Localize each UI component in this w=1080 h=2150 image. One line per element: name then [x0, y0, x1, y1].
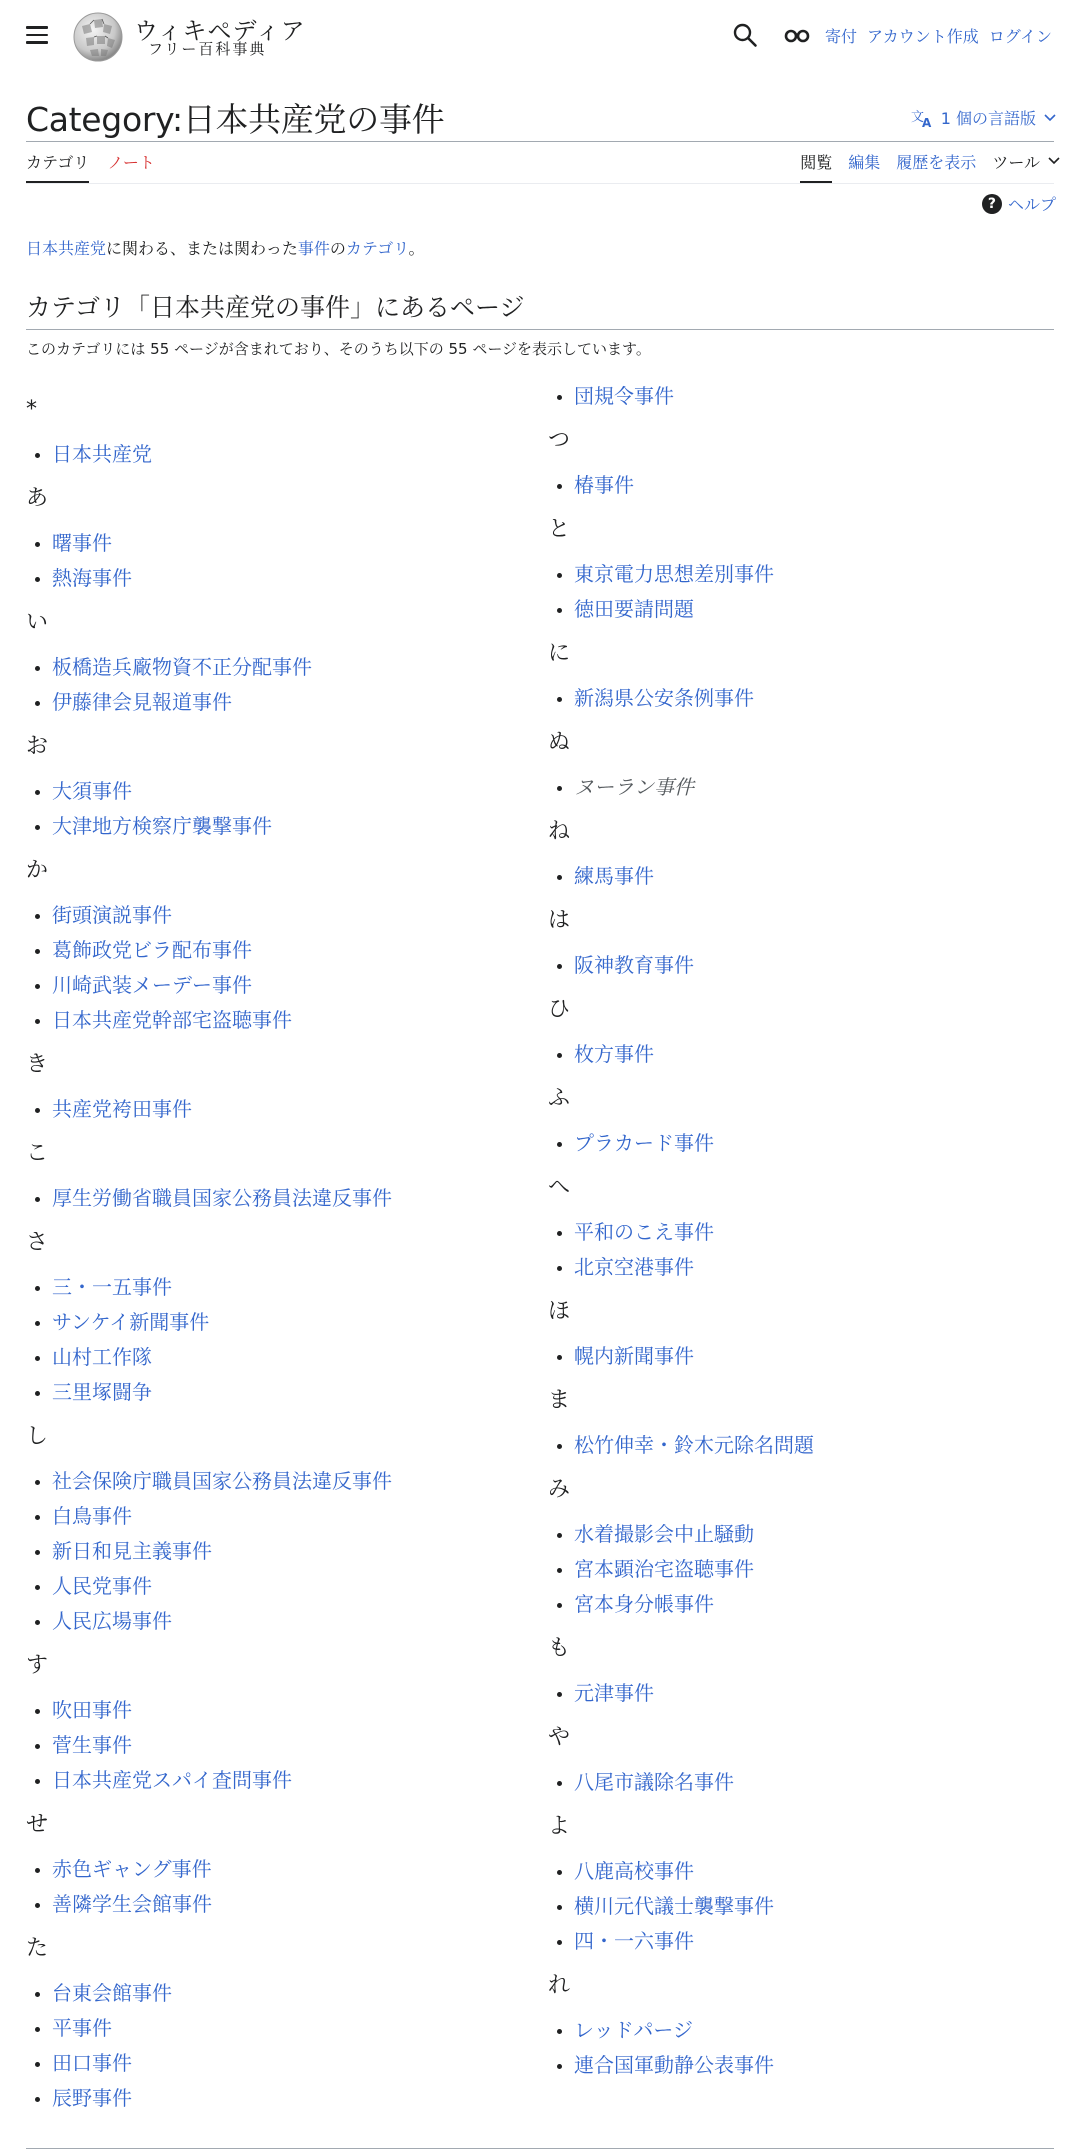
page-link[interactable]: 人民党事件 [52, 1574, 152, 1598]
page-link[interactable]: 平事件 [52, 2016, 112, 2040]
page-list [26, 1976, 526, 2116]
page-link[interactable]: 枚方事件 [574, 1042, 654, 1066]
page-link[interactable]: 新日和見主義事件 [52, 1539, 212, 1563]
page-link[interactable]: 四・一六事件 [574, 1929, 694, 1953]
letter-heading: よ [548, 1814, 571, 1839]
list-item [548, 1250, 1048, 1285]
letter-heading: ま [548, 1388, 571, 1413]
page-list [548, 859, 1048, 894]
letter-group [548, 1634, 1048, 1711]
redirect-page-entry[interactable]: ヌーラン事件 [574, 775, 694, 799]
category-description [26, 236, 424, 259]
letter-heading: こ [26, 1141, 49, 1166]
page-link[interactable]: 八鹿高校事件 [574, 1859, 694, 1883]
create-account-link[interactable]: アカウント作成 [866, 27, 979, 46]
page-list [26, 1181, 526, 1216]
letter-heading: や [548, 1725, 571, 1750]
namespace-tabs [26, 150, 155, 183]
list-item [26, 968, 526, 1003]
intro-link-jcp[interactable]: 日本共産党 [26, 239, 107, 258]
list-item [548, 1552, 1048, 1587]
page-list [548, 1428, 1048, 1463]
list-item [26, 1375, 526, 1410]
letter-heading: と [548, 517, 571, 542]
intro-text: 。 [408, 239, 425, 258]
letter-heading: あ [26, 486, 49, 511]
letter-group [26, 1422, 526, 1639]
letter-group [548, 906, 1048, 983]
page-link[interactable]: 連合国軍動静公表事件 [574, 2053, 774, 2077]
page-link[interactable]: 台東会館事件 [52, 1981, 172, 2005]
page-link[interactable]: 宮本身分帳事件 [574, 1592, 714, 1616]
pages-section-heading: カテゴリ「日本共産党の事件」にあるページ [26, 293, 525, 322]
list-item [548, 468, 1048, 503]
list-item [548, 948, 1048, 983]
list-item [548, 1428, 1048, 1463]
page-list [548, 1126, 1048, 1161]
category-list-left [26, 395, 526, 2128]
intro-link-category[interactable]: カテゴリ [345, 239, 409, 258]
page-list [548, 1037, 1048, 1072]
list-item [548, 1854, 1048, 1889]
letter-group [26, 856, 526, 1038]
list-item [26, 2011, 526, 2046]
page-list [548, 1517, 1048, 1622]
language-button-label: 1 個の言語版 [940, 109, 1036, 128]
chevron-down-icon [1044, 114, 1056, 122]
page-link[interactable]: 吹田事件 [52, 1698, 132, 1722]
list-item [548, 770, 1048, 805]
letter-group [26, 732, 526, 844]
letter-group [26, 1050, 526, 1127]
letter-group [26, 1228, 526, 1410]
list-item [26, 1728, 526, 1763]
page-list [26, 1693, 526, 1798]
login-link[interactable]: ログイン [988, 27, 1052, 46]
letter-heading: * [26, 397, 37, 422]
letter-heading: へ [548, 1175, 571, 1200]
list-item [26, 1340, 526, 1375]
page-list [548, 557, 1048, 627]
page-title: Category:日本共産党の事件 [26, 100, 445, 139]
letter-heading: か [26, 858, 49, 883]
letter-group [548, 817, 1048, 894]
page-link[interactable]: 社会保険庁職員国家公務員法違反事件 [52, 1469, 392, 1493]
page-count-text: このカテゴリには 55 ページが含まれており、そのうち以下の 55 ページを表示しています。 [26, 340, 651, 358]
page-link[interactable]: 平和のこえ事件 [574, 1220, 714, 1244]
page-link[interactable]: 日本共産党スパイ査問事件 [52, 1768, 292, 1792]
letter-group [26, 1651, 526, 1798]
wikipedia-globe-logo[interactable] [70, 10, 126, 62]
letter-group [548, 1812, 1048, 1959]
help-icon: ? [982, 194, 1002, 214]
page-link[interactable]: 松竹伸幸・鈴木元除名問題 [574, 1433, 814, 1457]
list-item [26, 933, 526, 968]
page-link[interactable]: 日本共産党 [52, 442, 152, 466]
list-item [548, 1676, 1048, 1711]
page-link[interactable]: 板橋造兵廠物資不正分配事件 [52, 655, 312, 679]
page-link[interactable]: 水着撮影会中止騒動 [574, 1522, 754, 1546]
letter-group [548, 995, 1048, 1072]
list-item [26, 1852, 526, 1887]
site-header [0, 0, 1080, 70]
letter-group [548, 1723, 1048, 1800]
page-list [548, 770, 1048, 805]
letter-group [26, 608, 526, 720]
tab-read[interactable]: 閲覧 [800, 150, 832, 183]
list-item [26, 1693, 526, 1728]
letter-heading: ほ [548, 1299, 571, 1324]
page-list [548, 1765, 1048, 1800]
letter-group [26, 395, 526, 472]
list-item [26, 1092, 526, 1127]
list-item [26, 1976, 526, 2011]
page-link[interactable]: 八尾市議除名事件 [574, 1770, 734, 1794]
letter-heading: れ [548, 1973, 571, 1998]
letter-group [548, 1297, 1048, 1374]
letter-group [548, 1386, 1048, 1463]
letter-group [548, 1084, 1048, 1161]
letter-heading: ね [548, 819, 571, 844]
view-tabs [800, 150, 1060, 183]
page-link[interactable]: 阪神教育事件 [574, 953, 694, 977]
list-item [26, 809, 526, 844]
list-item [548, 1126, 1048, 1161]
category-list-right [548, 379, 1048, 2095]
intro-text: の [329, 239, 346, 258]
page-link[interactable]: 辰野事件 [52, 2086, 132, 2110]
letter-heading: す [26, 1653, 49, 1678]
page-link[interactable]: 北京空港事件 [574, 1255, 694, 1279]
page-link[interactable]: 曙事件 [52, 531, 112, 555]
title-divider [26, 141, 1054, 142]
letter-heading: き [26, 1052, 49, 1077]
letter-group [26, 1139, 526, 1216]
list-item [26, 526, 526, 561]
page-link[interactable]: 練馬事件 [574, 864, 654, 888]
list-item [548, 1517, 1048, 1552]
list-item [548, 1037, 1048, 1072]
page-link[interactable]: 大津地方検察庁襲撃事件 [52, 814, 272, 838]
page-link[interactable]: 徳田要請問題 [574, 597, 694, 621]
page-link[interactable]: 葛飾政党ビラ配布事件 [52, 938, 252, 962]
page-list [26, 650, 526, 720]
list-item [548, 1587, 1048, 1622]
chevron-down-icon [1048, 157, 1060, 165]
page-list [548, 468, 1048, 503]
page-link[interactable]: 横川元代議士襲撃事件 [574, 1894, 774, 1918]
list-item [26, 1604, 526, 1639]
letter-heading: ぬ [548, 730, 571, 755]
page-list [26, 898, 526, 1038]
help-link[interactable] [982, 192, 1056, 215]
page-list [548, 2013, 1048, 2083]
page-link[interactable]: 赤色ギャング事件 [52, 1857, 212, 1881]
list-item [26, 1464, 526, 1499]
page-link[interactable]: 善隣学生会館事件 [52, 1892, 212, 1916]
letter-group [548, 728, 1048, 805]
content-bottom-divider [26, 2148, 1054, 2149]
page-link[interactable]: 街頭演説事件 [52, 903, 172, 927]
page-link[interactable]: 幌内新聞事件 [574, 1344, 694, 1368]
page-list [548, 1339, 1048, 1374]
list-item [26, 1305, 526, 1340]
site-tagline: フリー百科事典 [148, 40, 267, 58]
list-item [26, 1181, 526, 1216]
list-item [26, 1534, 526, 1569]
page-link[interactable]: 大須事件 [52, 779, 132, 803]
list-item [548, 681, 1048, 716]
tab-category[interactable]: カテゴリ [26, 150, 89, 183]
donate-link[interactable]: 寄付 [824, 27, 857, 46]
personal-tools [825, 24, 1052, 47]
list-item [26, 685, 526, 720]
tab-talk[interactable]: ノート [107, 153, 155, 172]
letter-group [548, 639, 1048, 716]
list-item [548, 557, 1048, 592]
list-item [26, 1569, 526, 1604]
page-list [26, 526, 526, 596]
letter-group [548, 515, 1048, 627]
page-link[interactable]: 椿事件 [574, 473, 634, 497]
letter-heading: つ [548, 428, 571, 453]
page-link[interactable]: 厚生労働省職員国家公務員法違反事件 [52, 1186, 392, 1210]
page-link[interactable]: 日本共産党幹部宅盗聴事件 [52, 1008, 292, 1032]
letter-heading: た [26, 1936, 49, 1961]
page-list [548, 1215, 1048, 1285]
letter-heading: も [548, 1636, 571, 1661]
list-item [548, 1339, 1048, 1374]
site-wordmark[interactable]: ウィキペディア [134, 17, 306, 45]
page-link[interactable]: 菅生事件 [52, 1733, 132, 1757]
page-list [548, 379, 1048, 414]
tab-history[interactable]: 履歴を表示 [896, 153, 977, 172]
svg-text:A: A [921, 115, 932, 128]
list-item [26, 898, 526, 933]
letter-heading: さ [26, 1230, 49, 1255]
page-link[interactable]: サンケイ新聞事件 [52, 1310, 210, 1334]
list-item [26, 650, 526, 685]
letter-group [548, 426, 1048, 503]
page-link[interactable]: 三・一五事件 [52, 1275, 172, 1299]
page-link[interactable]: 東京電力思想差別事件 [574, 562, 774, 586]
page-list [548, 948, 1048, 983]
page-link[interactable]: 人民広場事件 [52, 1609, 172, 1633]
list-item [26, 1003, 526, 1038]
list-item [548, 2048, 1048, 2083]
page-list [26, 437, 526, 472]
page-link[interactable]: 山村工作隊 [52, 1345, 152, 1369]
page-list [548, 1854, 1048, 1959]
language-button[interactable] [911, 106, 1056, 129]
list-item [26, 561, 526, 596]
letter-heading: せ [26, 1812, 49, 1837]
letter-group [26, 484, 526, 596]
list-item [26, 1499, 526, 1534]
letter-heading: し [26, 1424, 49, 1449]
page-list [548, 1676, 1048, 1711]
page-link[interactable]: 団規令事件 [574, 384, 674, 408]
page-link[interactable]: 新潟県公安条例事件 [574, 686, 754, 710]
page-list [26, 1092, 526, 1127]
list-item [548, 859, 1048, 894]
letter-group [26, 1810, 526, 1922]
letter-heading: は [548, 908, 571, 933]
help-label: ヘルプ [1007, 195, 1056, 214]
intro-link-incident[interactable]: 事件 [297, 239, 330, 258]
list-item [26, 1887, 526, 1922]
list-item [548, 1889, 1048, 1924]
page-link[interactable]: 熱海事件 [52, 566, 132, 590]
tools-label: ツール [992, 153, 1040, 172]
page-link[interactable]: 三里塚闘争 [52, 1380, 152, 1404]
letter-heading: お [26, 734, 49, 759]
tools-dropdown[interactable] [992, 150, 1060, 183]
letter-group [548, 1971, 1048, 2083]
list-item [548, 2013, 1048, 2048]
list-item [26, 2081, 526, 2116]
appearance-glasses-icon[interactable] [784, 24, 810, 46]
letter-group [548, 1173, 1048, 1285]
list-item [548, 1215, 1048, 1250]
page-list [548, 681, 1048, 716]
page-link[interactable]: 川崎武装メーデー事件 [52, 973, 252, 997]
page-link[interactable]: 田口事件 [52, 2051, 132, 2075]
intro-text: に関わる、または関わった [106, 239, 298, 258]
letter-heading: み [548, 1477, 571, 1502]
page-link[interactable]: プラカード事件 [574, 1131, 714, 1155]
page-link[interactable]: 元津事件 [574, 1681, 654, 1705]
page-list [26, 1464, 526, 1639]
translate-icon [911, 108, 933, 128]
list-item [548, 379, 1048, 414]
letter-heading: に [548, 641, 571, 666]
letter-heading: ふ [548, 1086, 571, 1111]
list-item [548, 592, 1048, 627]
list-item [26, 437, 526, 472]
page-link[interactable]: 伊藤律会見報道事件 [52, 690, 232, 714]
tabs-divider [26, 183, 1054, 184]
page-link[interactable]: 白鳥事件 [52, 1504, 132, 1528]
main-menu-icon[interactable] [26, 26, 48, 44]
list-item [548, 1924, 1048, 1959]
svg-text:文: 文 [910, 109, 924, 125]
list-item [26, 774, 526, 809]
list-item [26, 2046, 526, 2081]
page-link[interactable]: レッドパージ [574, 2018, 693, 2042]
list-item [548, 1765, 1048, 1800]
list-item [26, 1763, 526, 1798]
letter-group [548, 1475, 1048, 1622]
page-list [26, 1852, 526, 1922]
tab-edit[interactable]: 編集 [848, 153, 881, 172]
page-list [26, 1270, 526, 1410]
list-item [26, 1270, 526, 1305]
page-link[interactable]: 共産党袴田事件 [52, 1097, 192, 1121]
letter-heading: い [26, 610, 49, 635]
section-divider [26, 329, 1054, 330]
letter-group [26, 1934, 526, 2116]
page-link[interactable]: 宮本顕治宅盗聴事件 [574, 1557, 754, 1581]
search-icon[interactable] [732, 22, 758, 48]
page-list [26, 774, 526, 844]
letter-heading: ひ [548, 997, 571, 1022]
